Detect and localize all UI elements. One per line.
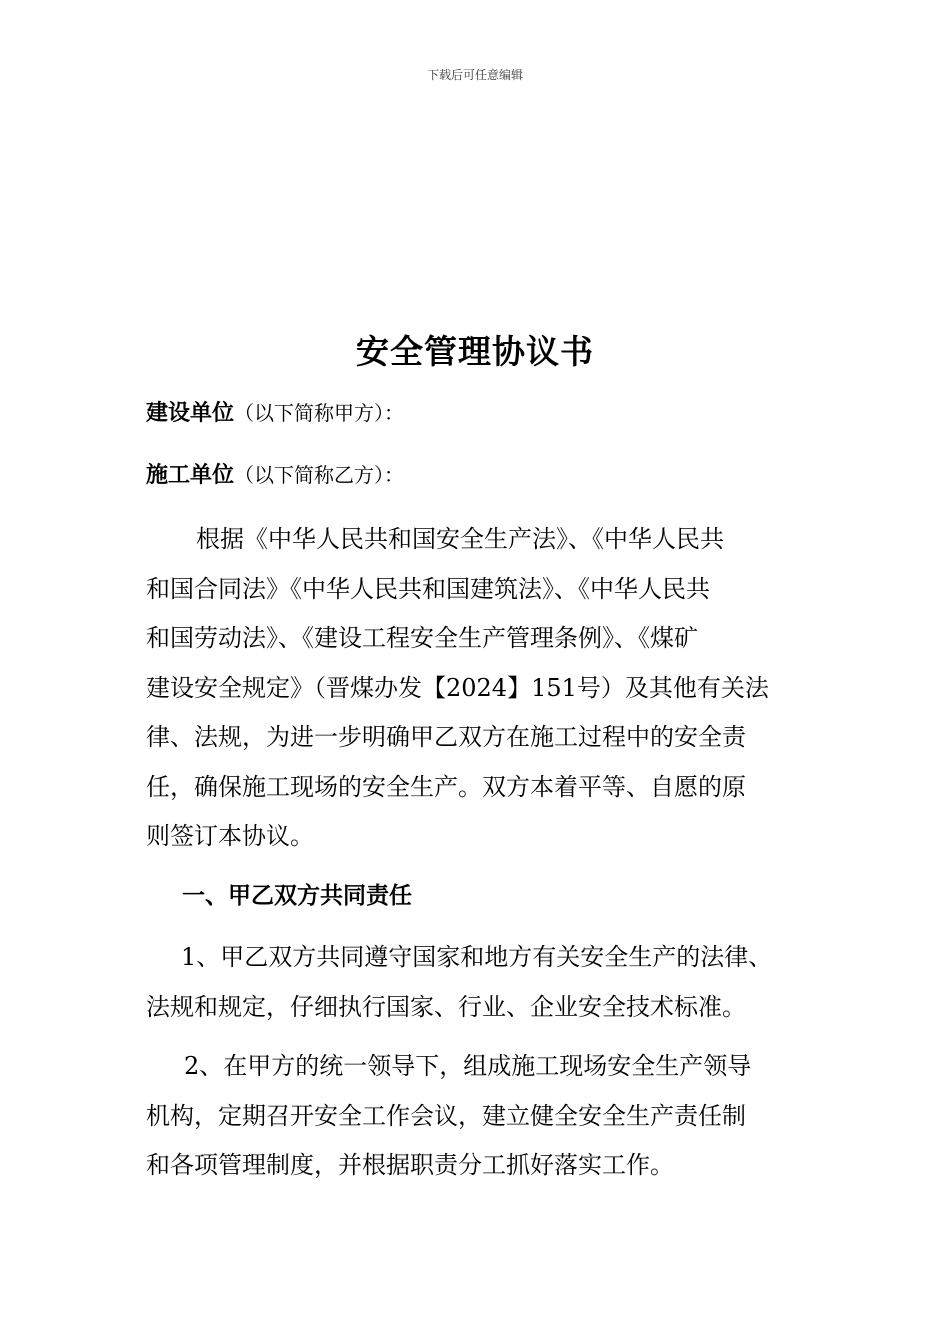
intro-line: 任，确保施工现场的安全生产。双方本着平等、自愿的原 (146, 772, 746, 801)
item-2-line: 2、在甲方的统一领导下，组成施工现场安全生产领导 (184, 1052, 752, 1080)
party-b-note: （以下简称乙方）： (234, 463, 405, 487)
section-1-heading: 一、甲乙双方共同责任 (182, 883, 412, 909)
party-b-line (146, 458, 826, 489)
intro-line: 根据《中华人民共和国安全生产法》、《中华人民共 (196, 525, 724, 553)
item-1-line: 法规和规定，仔细执行国家、行业、企业安全技术标准。 (146, 992, 746, 1021)
party-a-note: （以下简称甲方）： (234, 401, 405, 425)
item-1-paragraph (146, 933, 772, 1032)
item-2-line: 机构，定期召开安全工作会议，建立健全安全生产责任制 (146, 1101, 746, 1130)
intro-line: 和国劳动法》、《建设工程安全生产管理条例》、《煤矿 (146, 624, 698, 652)
document-title: 安全管理协议书 (356, 332, 594, 371)
item-2-line: 和各项管理制度，并根据职责分工抓好落实工作。 (146, 1151, 674, 1179)
party-a-label: 建设单位 (146, 401, 235, 426)
party-b-label: 施工单位 (146, 463, 235, 488)
intro-line: 建设安全规定》（晋煤办发【2024】151号）及其他有关法 (146, 673, 769, 702)
intro-paragraph (146, 515, 769, 862)
intro-line: 律、法规，为进一步明确甲乙双方在施工过程中的安全责 (146, 723, 746, 751)
intro-line: 和国合同法》《中华人民共和国建筑法》、《中华人民共 (146, 574, 710, 603)
intro-line: 则签订本协议。 (146, 822, 314, 850)
item-1-line: 1、甲乙双方共同遵守国家和地方有关安全生产的法律、 (181, 943, 773, 971)
party-a-line (146, 396, 826, 427)
item-2-paragraph (146, 1042, 751, 1191)
header-note: 下载后可任意编辑 (426, 68, 523, 82)
